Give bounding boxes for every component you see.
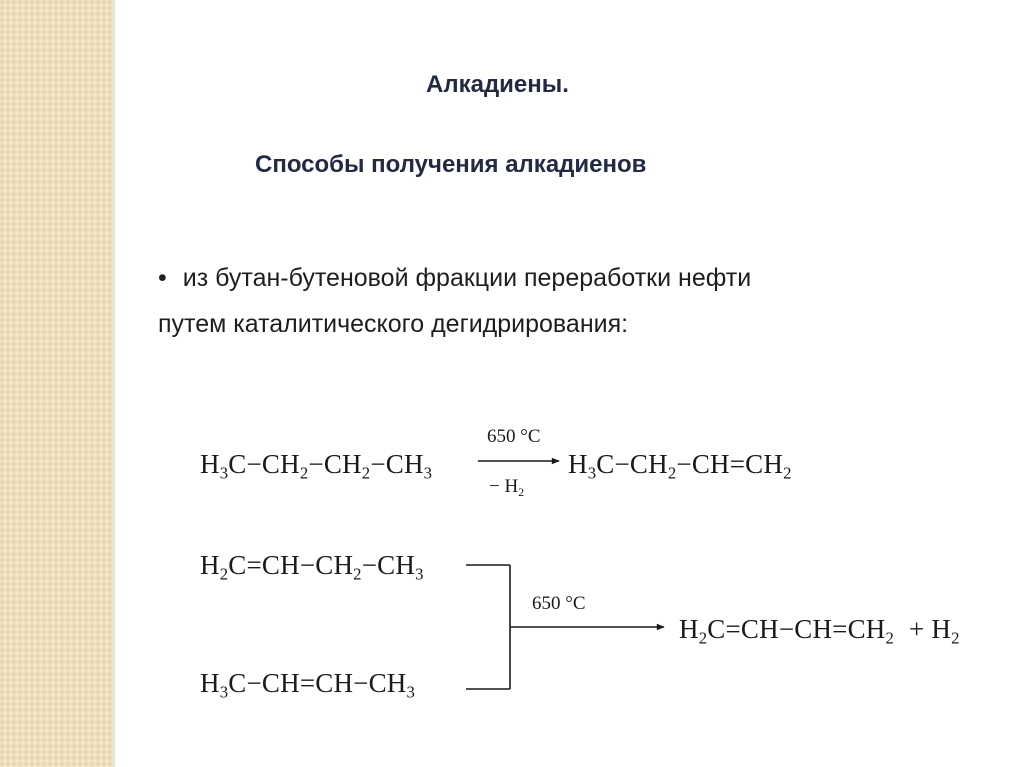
- bullet-line-2: путем каталитического дегидрирования:: [158, 310, 629, 338]
- strip-edge-divider: [112, 0, 115, 767]
- slide-subtitle: Способы получения алкадиенов: [255, 151, 647, 178]
- slide-title: Алкадиены.: [426, 71, 569, 98]
- decorative-side-strip: [0, 0, 112, 767]
- reaction1-product: $H_3C-CH_2-CH=CH_2$: [568, 449, 792, 483]
- reaction2-reactant-2: $H_3C-CH=CH-CH_3$: [200, 668, 416, 702]
- bullet-marker: •: [158, 264, 167, 292]
- reaction2-product: $H_2C=CH-CH=CH_2$: [679, 614, 895, 648]
- reaction1-reactant: $H_3C-CH_2-CH_2-CH_3$: [200, 449, 433, 483]
- reaction1-condition-byproduct: − $H_2$: [489, 476, 525, 499]
- bullet-line-1: [158, 264, 751, 293]
- reaction2-byproduct: + $H_2$: [909, 614, 960, 648]
- bullet-text-1: из бутан-бутеновой фракции переработки нефти: [182, 264, 752, 292]
- reaction2-condition-temperature: 650 °C: [532, 593, 586, 614]
- reaction2-product-line: [679, 614, 960, 648]
- reaction2-reactant-1: $H_2C=CH-CH_2-CH_3$: [200, 550, 424, 584]
- reaction1-condition-temperature: 650 °C: [487, 426, 541, 447]
